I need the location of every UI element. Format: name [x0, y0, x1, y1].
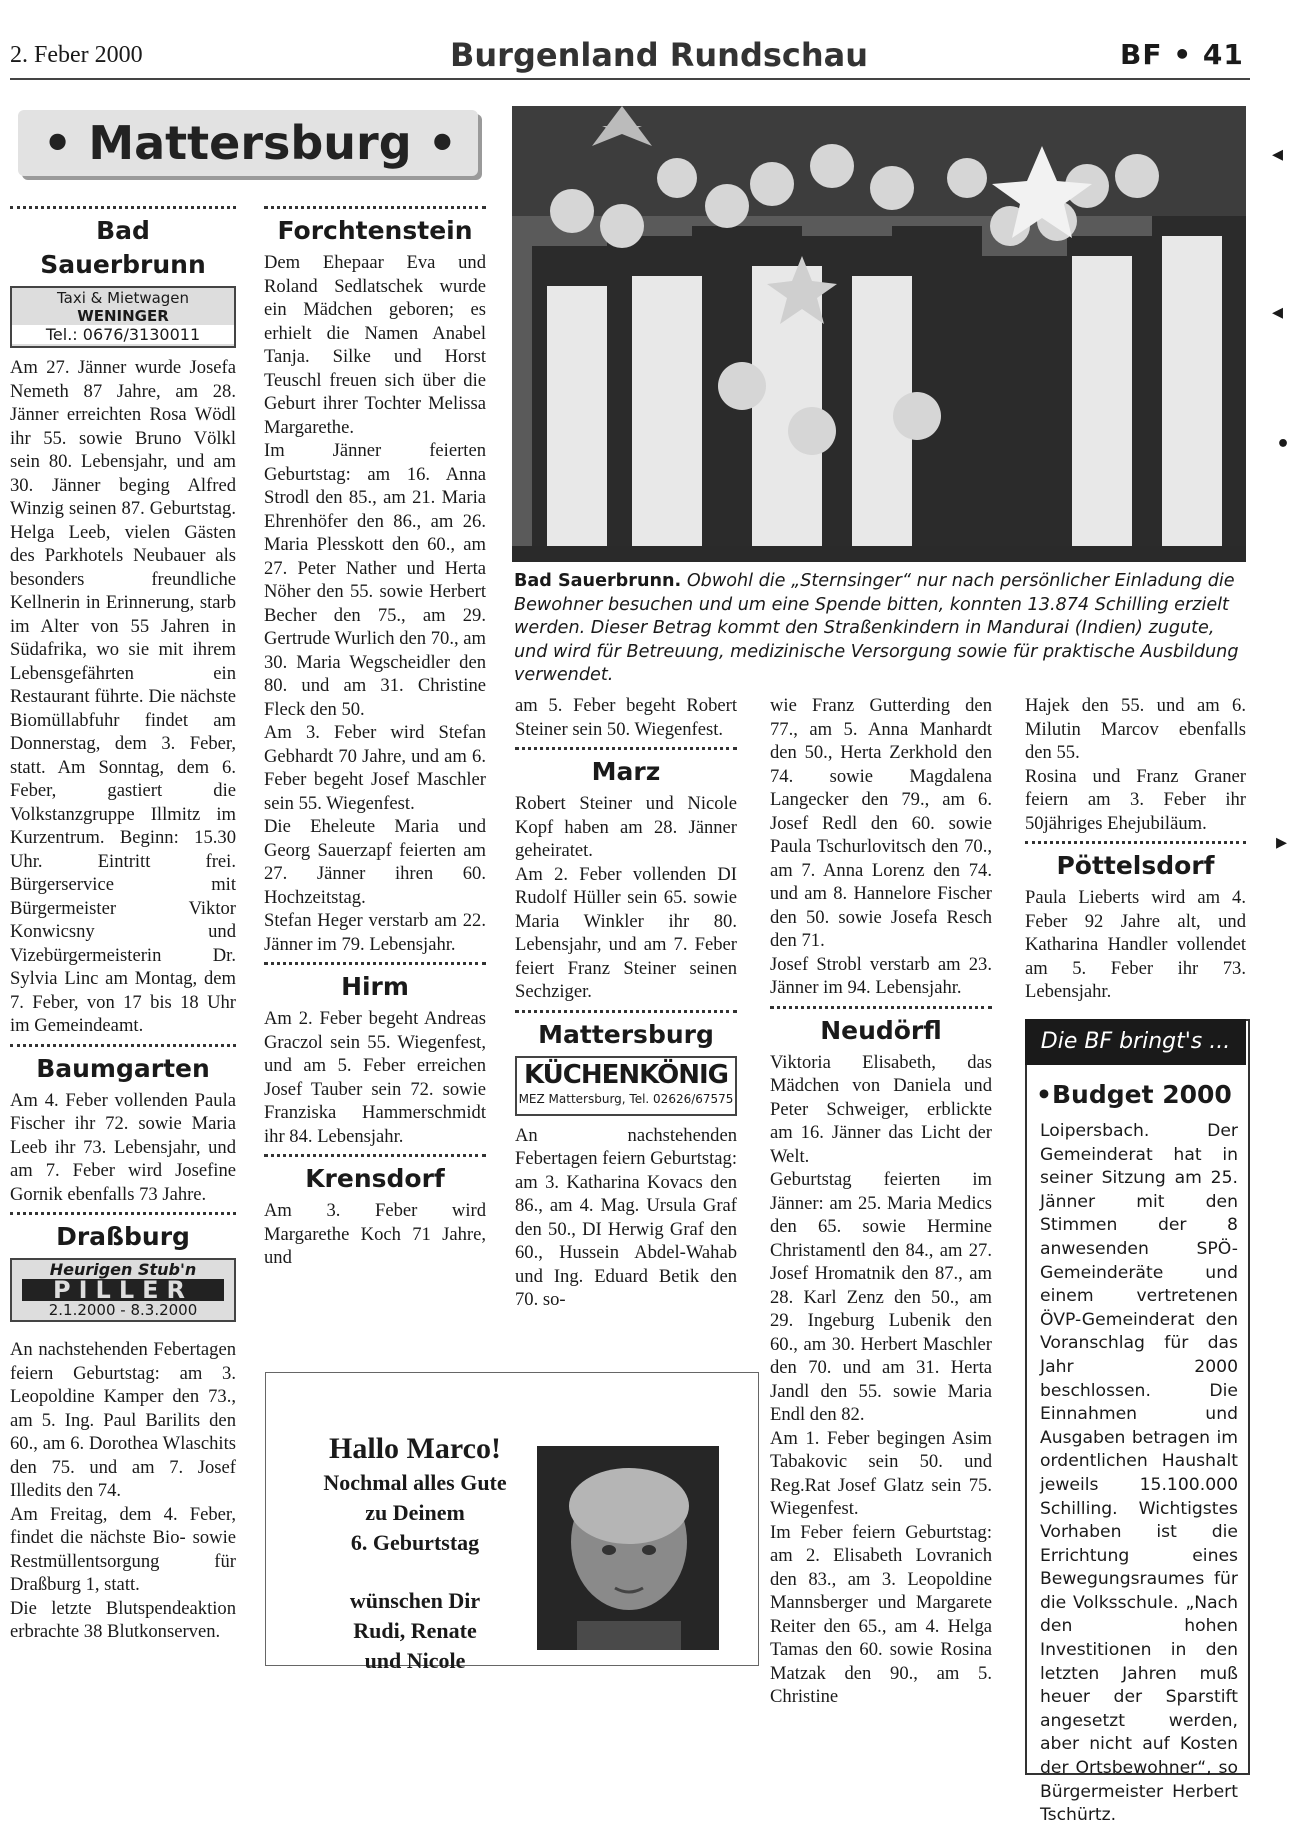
child-portrait-photo [537, 1446, 719, 1650]
article-forchtenstein-birthdays: Im Jänner feierten Geburtstag: am 16. Anna Strodl den 85., am 21. Maria Ehrenhöfer den 86., am 26. Maria Plesskott den 60., am 27. Peter Nather und Herta Nöher den 55. sowie Herbert Becher den 75., am 29. Gertrude Wurlich den 70., am 30. Maria Wegscheidler den 80. und am 31. Christine Fleck den 50. [264, 440, 486, 720]
article-forchtenstein-feber: Am 3. Feber wird Stefan Gebhardt 70 Jahre, und am 6. Feber begeht Josef Maschler sein 55. Wiegenfest. [264, 722, 486, 814]
article-forchtenstein-death: Stefan Heger verstarb am 22. Jänner im 79. Lebensjahr. [264, 910, 486, 955]
heading-mattersburg: Mattersburg [538, 1019, 714, 1049]
bf-box-text: Loipersbach. Der Gemeinderat hat in seiner Sitzung am 25. Jänner mit den Stimmen der 8 anwesenden SPÖ-Gemeinderäte und einem vertretenen ÖVP-Gemeinderat den Voranschlag für das Jahr 2000 beschlossen. Die Einnahmen und Ausgaben betragen im ordentlichen Haushalt jeweils 15.100.000 Schilling. Wichtigstes Vorhaben ist die Errichtung eines Bewegungsraumes für die Volksschule. „Nach den hohen Investitionen in den letzten Jahren muß heuer der Sparstift angesetzt werden, aber nicht auf Kosten der Ortsbewohner“, so Bürgermeister Herbert Tschürtz. [1040, 1121, 1238, 1826]
section-divider [264, 206, 486, 209]
margin-mark: ◂ [1272, 300, 1284, 325]
article-neudoerfl-birthdays: Geburtstag feierten im Jänner: am 25. Maria Medics den 65. sowie Hermine Christamentl den 84., am 27. Josef Hromatnik den 87., am 28. Karl Zenz den 50., am 29. Ingeburg Lubenik den 60., am 30. Herbert Maschler den 70. und am 31. Herta Jandl den 55. sowie Maria Endl den 82. [770, 1169, 992, 1425]
heading-krensdorf: Krensdorf [305, 1164, 445, 1193]
article-drassburg-waste: Am Freitag, dem 4. Feber, findet die nächste Bio- sowie Restmüllentsorgung für Draßburg 1, statt. [10, 1503, 236, 1595]
article-mattersburg-cont: wie Franz Gutterding den 77., am 5. Anna Manhardt den 50., Herta Zerkhold den 74. sowie Magdalena Langecker den 79., am 6. Josef Redl den 60. sowie Paula Tschurlovitsch den 70., am 7. Anna Lorenz den 74. und am 8. Hannelore Fischer den 50. sowie Josefa Resch den 71. [770, 695, 992, 951]
sternsinger-photo-drawing [512, 106, 1246, 562]
article-marz-wedding: Robert Steiner und Nicole Kopf haben am 28. Jänner geheiratet. [515, 793, 737, 861]
section-divider [515, 1010, 737, 1013]
ad-kuechenkoenig [515, 1056, 737, 1116]
ad-heurigen-dates: 2.1.2000 - 8.3.2000 [48, 1301, 198, 1319]
article-krensdorf-cont: am 5. Feber begeht Robert Steiner sein 50. Wiegenfest. [515, 695, 737, 740]
ad-heurigen-line1: Heurigen Stub'n [49, 1260, 197, 1279]
article-marz-birthdays: Am 2. Feber vollenden DI Rudolf Hüller sein 65. sowie Maria Winkler ihr 80. Lebensjahr, und am 7. Feber feiert Franz Steiner seinen Sechziger. [515, 863, 737, 1002]
section-divider [264, 1154, 486, 1157]
greeting-line4: wünschen Dir [349, 1588, 481, 1613]
greeting-line2: zu Deinem [365, 1500, 465, 1525]
greeting-line3: 6. Geburtstag [350, 1530, 480, 1555]
section-divider [10, 1044, 236, 1047]
column-4 [770, 694, 992, 1709]
greeting-line5: Rudi, Renate [353, 1618, 477, 1643]
ad-kuechen-logo: KÜCHENKÖNIG [523, 1059, 729, 1090]
ad-taxi-line1: Taxi & Mietwagen [56, 289, 190, 307]
page-number: BF • 41 [1120, 38, 1244, 71]
margin-mark: • [1276, 432, 1291, 457]
photo-caption [514, 570, 1250, 688]
issue-date: 2. Feber 2000 [10, 42, 143, 68]
column-2 [264, 206, 486, 1270]
article-forchtenstein-births: Dem Ehepaar Eva und Roland Sedlatschek wurde ein Mädchen geboren; es erhielt die Namen Anabel Tanja. Silke und Horst Teuschl freuen sich über die Geburt ihrer Tochter Melissa Margarethe. [264, 252, 486, 438]
article-bad-sauerbrunn: Am 27. Jänner wurde Josefa Nemeth 87 Jahre, am 28. Jänner erreichten Rosa Wödl ihr 55. sowie Bruno Völkl sein 80. Lebensjahr, und am 30. Jänner beging Alfred Winzig seinen 87. Geburtstag. Helga Leeb, vielen Gästen des Parkhotels Neubauer als besonders freundliche Kellnerin in Erinnerung, starb im Alter von 55 Jahren in Südafrika, wo sie mit ihrem Lebensgefährten ein Restaurant führte. Die nächste Biomüllabfuhr findet am Donnerstag, dem 3. Feber, statt. Am Sonntag, dem 6. Feber, gastiert die Volkstanzgruppe Illmitz im Kurzentrum. Beginn: 15.30 Uhr. Eintritt frei. Bürgerservice mit Bürgermeister Viktor Konwicsny und Vizebürgermeisterin Dr. Sylvia Linc am Montag, dem 7. Feber, von 17 bis 18 Uhr im Gemeindeamt. [10, 357, 236, 1036]
margin-mark: ▸ [1276, 830, 1288, 855]
greeting-title: Hallo Marco! [329, 1432, 501, 1465]
column-5 [1025, 694, 1246, 1004]
article-drassburg-birthdays: An nachstehenden Febertagen feiern Geburtstag: am 3. Leopoldine Kamper den 73., am 5. Ing. Paul Barilits den 60., am 6. Dorothea Wlaschits den 75. und am 7. Josef Illedits den 74. [10, 1339, 236, 1501]
greeting-line6: und Nicole [364, 1648, 466, 1673]
newspaper-title: Burgenland Rundschau [450, 36, 869, 74]
sternsinger-photo [512, 106, 1246, 562]
section-banner-label: • Mattersburg • [42, 116, 458, 170]
ad-heurigen-line2: PILLER [22, 1279, 224, 1301]
article-hirm: Am 2. Feber begeht Andreas Graczol sein 55. Wiegenfest, und am 5. Feber erreichen Josef Tauber sein 72. sowie Franziska Hammerschmidt ihr 84. Lebensjahr. [264, 1008, 486, 1147]
ad-kuechen-address: MEZ Mattersburg, Tel. 02626/67575 [518, 1091, 734, 1106]
heading-marz: Marz [591, 757, 661, 786]
section-divider [1025, 841, 1246, 844]
ad-taxi-weninger [10, 286, 236, 348]
child-portrait-drawing [537, 1446, 719, 1650]
heading-baumgarten: Baumgarten [36, 1053, 210, 1083]
heading-drassburg: Draßburg [56, 1222, 190, 1251]
article-drassburg-blood: Die letzte Blutspendeaktion erbrachte 38 Blutkonserven. [10, 1597, 236, 1642]
article-forchtenstein-anniversary: Die Eheleute Maria und Georg Sauerzapf feierten am 27. Jänner ihren 60. Hochzeitstag. [264, 816, 486, 908]
heading-neudoerfl: Neudörfl [820, 1015, 942, 1045]
article-neudoerfl-birth: Viktoria Elisabeth, das Mädchen von Daniela und Peter Schweiger, erblickte am 16. Jänner das Licht der Welt. [770, 1051, 992, 1167]
greeting-text [280, 1430, 550, 1676]
ad-heurigen-piller [10, 1258, 236, 1322]
caption-place: Bad Sauerbrunn. [514, 571, 682, 591]
article-neudoerfl-feber: Im Feber feiern Geburtstag: am 2. Elisabeth Lovranich den 83., am 3. Leopoldine Mannsberger und Margarete Reiter den 65., am 4. Helga Tamas den 60. sowie Rosina Matzak den 90., am 5. Christine [770, 1521, 992, 1707]
margin-mark: ◂ [1272, 142, 1284, 167]
heading-hirm: Hirm [341, 972, 409, 1001]
caption-text: Obwohl die „Sternsinger“ nur nach persönlicher Einladung die Bewohner besuchen und um eine Spende bitten, konnten 13.874 Schilling erzielt werden. Dieser Betrag kommt den Straßenkindern in Mandurai (Indien) zugute, und wird für Betreuung, medizinische Versorgung sowie für praktische Ausbildung verwendet. [514, 571, 1239, 685]
article-baumgarten: Am 4. Feber vollenden Paula Fischer ihr 72. sowie Maria Leeb ihr 73. Lebensjahr, und am 7. Feber wird Josefine Gornik ebenfalls 73 Jahre. [10, 1089, 236, 1205]
bf-box-subheading: •Budget 2000 [1036, 1080, 1232, 1109]
heading-forchtenstein: Forchtenstein [277, 216, 473, 245]
greeting-line1: Nochmal alles Gute [323, 1470, 507, 1495]
article-mattersburg-birthdays: An nachstehenden Febertagen feiern Geburtstag: am 3. Katharina Kovacs den 86., am 4. Mag. Ursula Graf den 50., DI Herwig Graf den 60., Hussein Abdel-Wahab und Ing. Eduard Betik den 70. so- [515, 1124, 737, 1310]
section-divider [10, 206, 236, 209]
heading-poettelsdorf: Pöttelsdorf [1056, 851, 1215, 880]
article-neudoerfl-cont: Hajek den 55. und am 6. Milutin Marcov ebenfalls den 55. [1025, 695, 1246, 763]
section-divider [515, 747, 737, 750]
article-poettelsdorf: Paula Lieberts wird am 4. Feber 92 Jahre alt, und Katharina Handler vollendet am 5. Feber ihr 73. Lebensjahr. [1025, 887, 1246, 1002]
bf-box-heading: Die BF bringt's ... [1025, 1019, 1246, 1065]
section-divider [264, 962, 486, 965]
header-rule [10, 78, 1250, 80]
article-neudoerfl-jubilee: Rosina und Franz Graner feiern am 3. Feber ihr 50jähriges Ehejubiläum. [1025, 765, 1246, 834]
section-divider [10, 1212, 236, 1215]
ad-taxi-phone: Tel.: 0676/3130011 [12, 325, 234, 344]
article-neudoerfl-feber1: Am 1. Feber begingen Asim Tabakovic sein 50. und Reg.Rat Josef Glatz sein 75. Wiegenfest. [770, 1427, 992, 1519]
column-1 [10, 206, 236, 1644]
article-mattersburg-death: Josef Strobl verstarb am 23. Jänner im 94. Lebensjahr. [770, 953, 992, 998]
article-krensdorf: Am 3. Feber wird Margarethe Koch 71 Jahre, und [264, 1200, 486, 1268]
column-3 [515, 694, 737, 1312]
section-divider [770, 1006, 992, 1009]
heading-bad-sauerbrunn: Bad Sauerbrunn [40, 216, 206, 279]
ad-taxi-line2: WENINGER [77, 307, 169, 325]
